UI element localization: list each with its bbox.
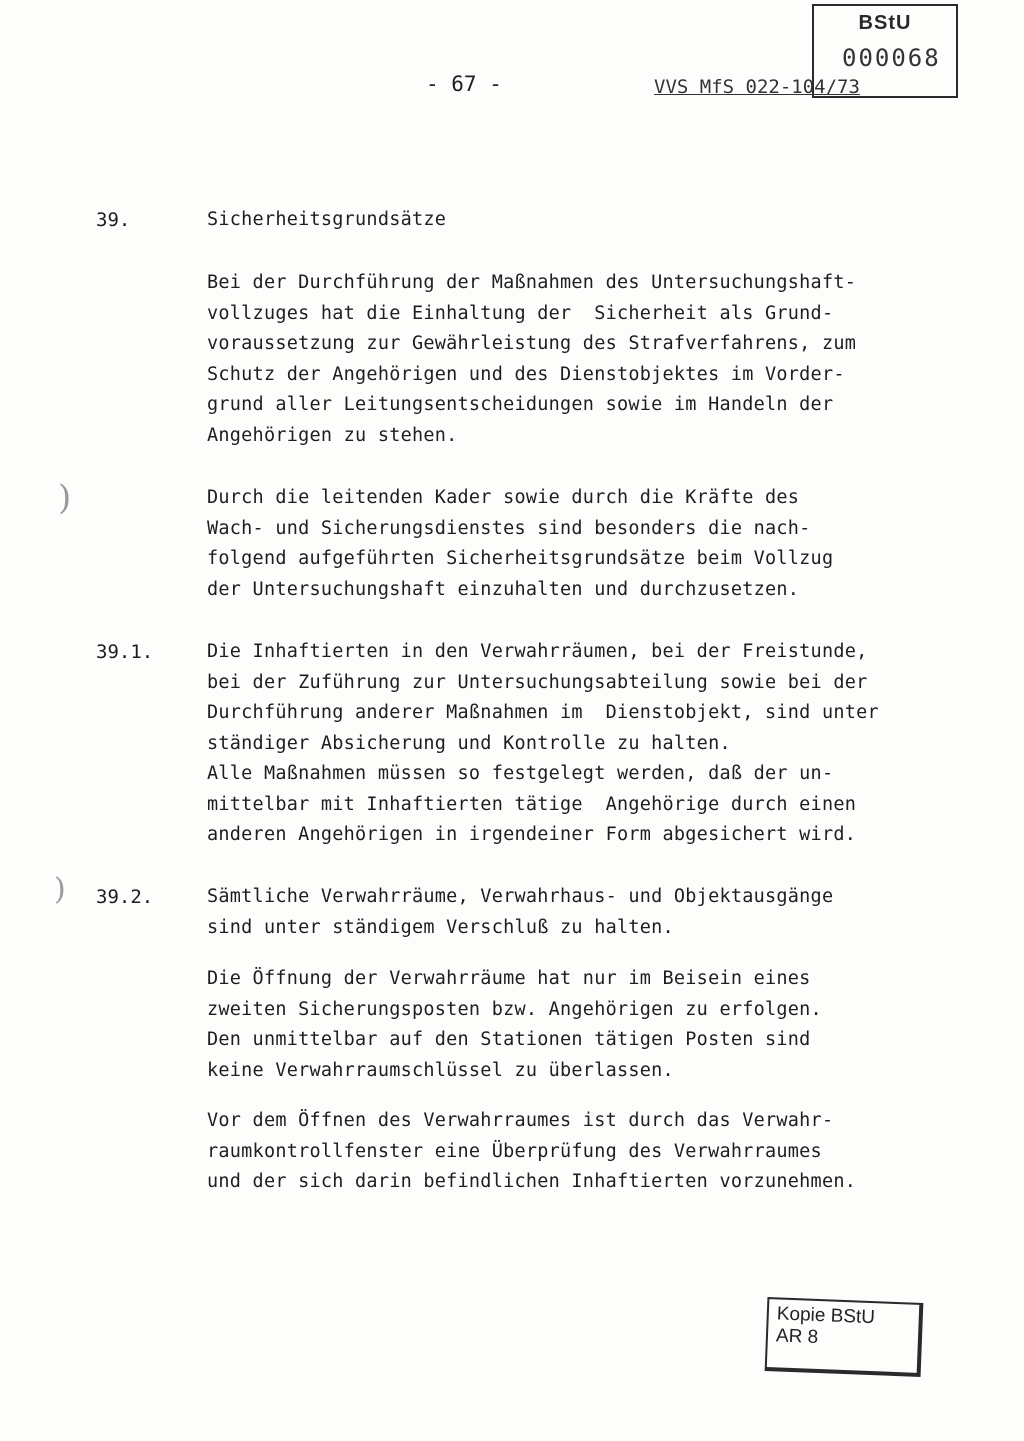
stamp-title: BStU (858, 12, 912, 34)
margin-pencil-mark: ) (54, 872, 66, 907)
paragraph: Bei der Durchführung der Maßnahmen des Untersuchungshaft- vollzuges hat die Einhaltung der Sicherheit als Grund- voraussetzung zur Gewährleistung des Strafverfahrens, zum Schutz der Angehörigen und des Dienstobjektes im Vorder- grund aller Leitungsentscheidungen sowie im Handeln der Angehörigen zu stehen. (207, 272, 857, 446)
paragraph: Vor dem Öffnen des Verwahrraumes ist durch das Verwahr- raumkontrollfenster eine Überprüfung des Verwahrraumes und der sich darin befindlichen Inhaftierten vorzunehmen. (207, 1110, 857, 1192)
section-number: 39. (96, 209, 131, 231)
document-reference: VVS MfS 022-104/73 (654, 76, 860, 98)
paragraph: Die Inhaftierten in den Verwahrräumen, bei der Freistunde, bei der Zuführung zur Untersuchungsabteilung sowie bei der Durchführung anderer Maßnahmen im Dienstobjekt, sind unter ständiger Absicherung und Kontrolle zu halten. Alle Maßnahmen müssen so festgelegt werden, daß der un- mittelbar mit Inhaftierten tätige Angehörige durch einen anderen Angehörigen in irgendeiner Form abgesichert wird. (207, 641, 879, 845)
section-number: 39.1. (96, 641, 154, 663)
copy-stamp-line1: Kopie BStU (776, 1303, 876, 1329)
paragraph: Durch die leitenden Kader sowie durch die Kräfte des Wach- und Sicherungsdienstes sind besonders die nach- folgend aufgeführten Sicherheitsgrundsätze beim Vollzug der Untersuchungshaft einzuhalten und durchzusetzen. (207, 487, 834, 600)
section-number: 39.2. (96, 886, 154, 908)
section-heading: Sicherheitsgrundsätze (207, 209, 447, 230)
copy-stamp-line2: AR 8 (775, 1325, 819, 1349)
copy-stamp (765, 1297, 924, 1377)
page-number: - 67 - (426, 72, 502, 96)
margin-pencil-mark: ) (58, 478, 72, 518)
paragraph: Die Öffnung der Verwahrräume hat nur im Beisein eines zweiten Sicherungsposten bzw. Angehörigen zu erfolgen. Den unmittelbar auf den Stationen tätigen Posten sind keine Verwahrraumschlüssel zu überlassen. (207, 968, 822, 1081)
stamp-archive-number: 000068 (842, 44, 941, 72)
paragraph: Sämtliche Verwahrräume, Verwahrhaus- und Objektausgänge sind unter ständigem Verschluß zu halten. (207, 886, 834, 938)
